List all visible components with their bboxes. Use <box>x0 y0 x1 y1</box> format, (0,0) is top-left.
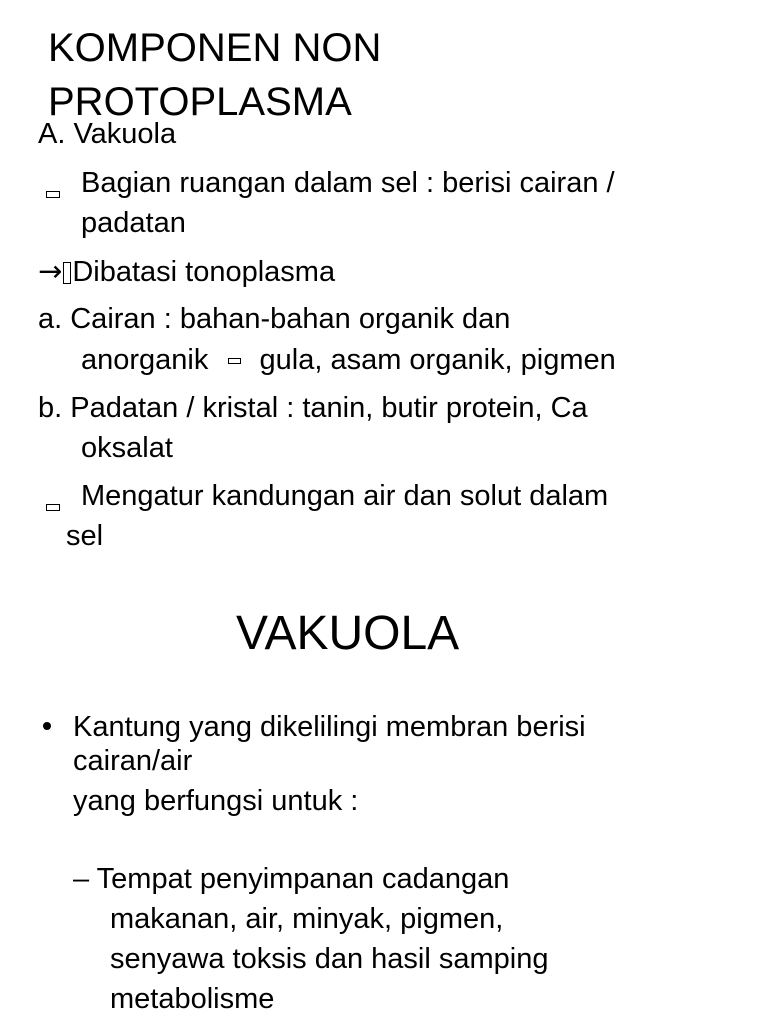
sub-a-line2-part1: anorganik <box>81 344 209 376</box>
bullet1-line1: Kantung yang dikelilingi membran berisi <box>73 711 586 743</box>
sub-a-line2-part2: gula, asam organik, pigmen <box>259 344 616 376</box>
bullet1-line3: yang berfungsi untuk : <box>73 785 359 817</box>
point1-line2: padatan <box>81 207 186 239</box>
point1-line1: Bagian ruangan dalam sel : berisi cairan / <box>81 167 615 199</box>
dash1-line4: metabolisme <box>110 983 275 1015</box>
dash1-line2: makanan, air, minyak, pigmen, <box>110 903 504 935</box>
bullet1-line2: cairan/air <box>73 745 193 777</box>
missing-glyph-icon <box>63 262 71 284</box>
square-bullet-icon <box>46 504 60 511</box>
page-title-line2: PROTOPLASMA <box>48 80 352 124</box>
sub-b-line2: oksalat <box>81 432 173 464</box>
arrow-line <box>38 253 335 290</box>
sub-b-line1: b. Padatan / kristal : tanin, butir protein, Ca <box>38 392 588 424</box>
dash1-line1: – Tempat penyimpanan cadangan <box>73 863 510 895</box>
round-bullet-icon <box>43 722 51 730</box>
item-a-vakuola: A. Vakuola <box>38 118 177 150</box>
square-bullet-icon <box>228 358 241 364</box>
right-arrow-icon: → <box>38 254 63 288</box>
sub-a-line1: a. Cairan : bahan-bahan organik dan <box>38 303 511 335</box>
point2-line2: sel <box>66 520 104 552</box>
arrow-text: Dibatasi tonoplasma <box>72 256 336 288</box>
dash1-line3: senyawa toksis dan hasil samping <box>110 943 549 975</box>
section-title-vakuola: VAKUOLA <box>236 607 460 660</box>
square-bullet-icon <box>46 191 60 198</box>
point2-line1: Mengatur kandungan air dan solut dalam <box>81 480 609 512</box>
page-title-line1: KOMPONEN NON <box>48 26 382 70</box>
sub-a-line2 <box>81 342 616 378</box>
